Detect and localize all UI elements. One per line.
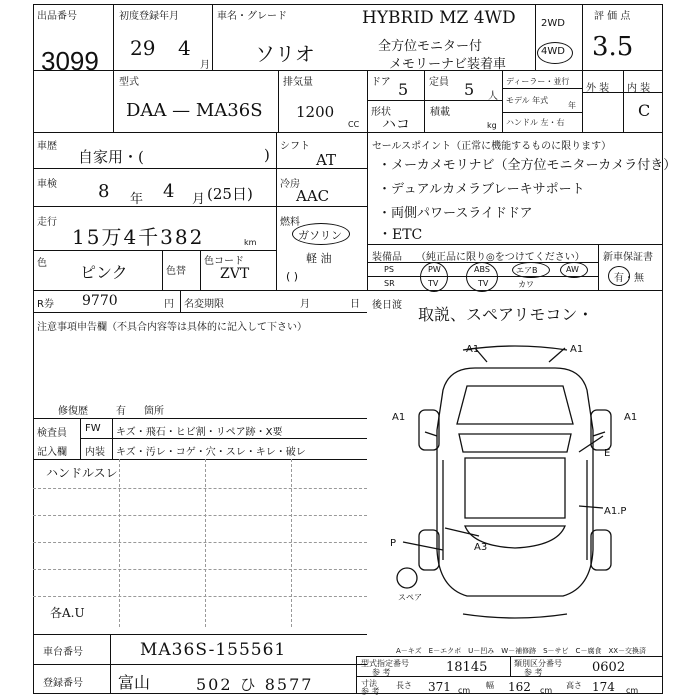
first-reg-label: 初度登録年月: [119, 11, 179, 22]
color-value: ピンク: [80, 263, 128, 282]
type-number: 18145: [446, 660, 488, 675]
capacity-unit: 人: [488, 91, 498, 102]
model-value: DAA — MA36S: [126, 100, 263, 121]
insp-month: 4: [163, 181, 175, 202]
model-label: 型式: [119, 77, 139, 88]
repair-label: 修復歴: [58, 406, 88, 417]
plate-number: 502 ひ 8577: [196, 675, 314, 694]
recycle-unit: 円: [164, 299, 174, 310]
size-label: 寸法: [361, 679, 377, 688]
class-number: 0602: [592, 660, 626, 675]
ac-value: AAC: [296, 187, 330, 205]
inspector-label-1: 検査員: [37, 428, 67, 439]
int-label: 内 装: [627, 83, 651, 94]
damage-a1-front-left: A1: [466, 344, 480, 355]
grade-note-1: 全方位モニター付: [378, 39, 483, 54]
equip-abs: ABS: [474, 265, 490, 274]
load-label: 積載: [430, 107, 450, 118]
score-value: 3.5: [592, 32, 634, 62]
cc-unit: CC: [348, 120, 360, 129]
equipment-label: 装備品: [372, 252, 402, 263]
equip-leather: カワ: [518, 280, 534, 289]
door-label: ドア: [371, 77, 391, 88]
car-name: ソリオ: [255, 42, 315, 66]
repair-value: 有: [116, 406, 126, 417]
class-ref: 参 考: [524, 668, 543, 677]
insp-day: (25日): [207, 185, 253, 203]
repair-place: 箇所: [144, 406, 164, 417]
reg-year: 29: [130, 36, 156, 60]
deadline-day: 日: [350, 299, 360, 310]
shift-value: AT: [316, 151, 337, 169]
model-year-label: モデル 年式: [506, 96, 549, 105]
interior-key: 内装: [85, 447, 105, 458]
grade-note-2: メモリーナビ装着車: [389, 57, 507, 72]
fuel-gas: ガソリン: [298, 229, 342, 242]
equipment-note: （純正品に限り◎をつけてください）: [416, 252, 585, 263]
fuel-diesel: 軽 油: [306, 252, 332, 265]
fw-key: FW: [85, 423, 101, 434]
cc-value: 1200: [296, 103, 335, 121]
lot-number: 3099: [41, 46, 99, 76]
car-name-label: 車名・グレード: [217, 11, 287, 22]
equip-sr: SR: [384, 279, 395, 288]
after-item-label: 後日渡: [372, 300, 402, 311]
capacity-label: 定員: [429, 77, 449, 88]
sales-point-4: ・ETC: [378, 227, 423, 243]
equip-pw-circle: [420, 262, 448, 292]
shape-value: ハコ: [382, 117, 410, 133]
car-grade: HYBRID MZ 4WD: [362, 8, 516, 28]
damage-e-right: E: [604, 448, 611, 459]
class-label: 類別区分番号: [514, 659, 562, 668]
door-value: 5: [398, 80, 409, 99]
drive-4wd: 4WD: [541, 46, 565, 57]
damage-a1-front-right: A1: [570, 344, 584, 355]
handwritten-note-1: ハンドルスレ: [46, 466, 118, 480]
equip-tv-1: TV: [428, 279, 439, 288]
load-unit: kg: [487, 121, 497, 130]
length-label: 長さ: [396, 681, 412, 690]
type-label: 型式指定番号: [361, 659, 409, 668]
cc-label: 排気量: [283, 77, 313, 88]
ac-label: 冷房: [280, 179, 300, 190]
history-close: ): [264, 146, 270, 164]
width-value: 162: [508, 680, 531, 694]
car-diagram: [367, 340, 663, 620]
fuel-label: 燃料: [280, 217, 300, 228]
chassis-label: 車台番号: [43, 647, 83, 658]
sales-point-3: ・両側パワースライドドア: [378, 206, 533, 221]
width-label: 幅: [486, 681, 494, 690]
handwritten-note-2: 各A.U: [50, 606, 85, 620]
drive-2wd: 2WD: [541, 18, 565, 29]
lot-label: 出品番号: [37, 11, 77, 22]
fw-row: キズ・飛石・ヒビ割・リペア跡・X要: [116, 427, 283, 438]
score-label: 評 価 点: [594, 11, 631, 22]
handle-label: ハンドル 左・右: [506, 118, 565, 127]
plate-label: 登録番号: [43, 678, 83, 689]
color-label: 色: [37, 258, 47, 269]
mileage-label: 走行: [37, 217, 57, 228]
plate-region: 富山: [118, 673, 151, 692]
damage-legend: A－キズ E－エクボ U－凹み W－補修跡 S－サビ C－腐食 XX－交換済: [396, 647, 647, 655]
color-code-label: 色コード: [204, 256, 244, 267]
size-ref: 参 考: [361, 687, 380, 696]
int-grade: C: [638, 101, 651, 120]
damage-a1-left: A1: [392, 412, 406, 423]
dealer-label: ディーラー・並行: [506, 77, 570, 86]
spare-label: スペア: [398, 593, 422, 602]
history-label: 車歴: [37, 141, 57, 152]
reg-month-unit: 月: [200, 60, 210, 71]
model-year-unit: 年: [568, 101, 576, 110]
damage-a1p-right: A1.P: [604, 506, 627, 517]
height-unit: cm: [626, 686, 639, 695]
length-value: 371: [428, 680, 451, 694]
equip-pw: PW: [428, 265, 441, 274]
history-value: 自家用・(: [78, 148, 144, 166]
warranty-label: 新車保証書: [603, 252, 653, 263]
inspection-label: 車検: [37, 179, 57, 190]
damage-p-left: P: [390, 538, 397, 549]
insp-year-unit: 年: [130, 192, 144, 207]
capacity-value: 5: [464, 80, 475, 99]
height-label: 高さ: [566, 681, 582, 690]
sales-point-2: ・デュアルカメラブレーキサポート: [378, 182, 585, 197]
mileage-value: 15万4千382: [72, 225, 205, 249]
warranty-value: 有・無: [614, 273, 644, 284]
interior-row: キズ・汚レ・コゲ・穴・スレ・キレ・破レ: [116, 447, 306, 458]
ext-label: 外 装: [586, 83, 610, 94]
equip-airbag: エアB: [516, 266, 538, 275]
equip-tv-2: TV: [478, 279, 489, 288]
damage-a3-rear: A3: [474, 542, 488, 553]
equip-airbag-circle: [512, 262, 550, 278]
shift-label: シフト: [280, 141, 310, 152]
equip-ps: PS: [384, 265, 394, 274]
color-code: ZVT: [220, 266, 250, 282]
equip-aw-circle: [560, 262, 588, 278]
sales-points-label: セールスポイント（正常に機能するものに限ります）: [372, 141, 612, 152]
deadline-label: 名変期限: [184, 299, 224, 310]
notes-label: 注意事項申告欄（不具合内容等は具体的に記入して下さい）: [37, 322, 307, 333]
fuel-paren: ( ): [286, 270, 299, 283]
equip-aw: AW: [566, 265, 579, 274]
shape-label: 形状: [371, 107, 391, 118]
height-value: 174: [592, 680, 615, 694]
recycle-label: R券: [37, 299, 54, 310]
recycle-amount: 9770: [82, 293, 118, 309]
paint-label: 色替: [166, 266, 186, 277]
mileage-unit: km: [244, 238, 257, 247]
inspector-writing-area: [33, 459, 367, 627]
chassis-value: MA36S-155561: [140, 640, 287, 660]
insp-year: 8: [98, 181, 110, 202]
length-unit: cm: [458, 686, 471, 695]
sales-point-1: ・メーカメモリナビ（全方位モニターカメラ付き）: [378, 158, 677, 173]
deadline-month: 月: [300, 299, 310, 310]
width-unit: cm: [540, 686, 553, 695]
type-ref: 参 考: [372, 668, 391, 677]
reg-month: 4: [178, 36, 191, 60]
equip-abs-circle: [466, 262, 498, 292]
damage-a1-right: A1: [624, 412, 638, 423]
after-item-value: 取説、スペアリモコン・: [418, 305, 594, 324]
inspector-label-2: 記入欄: [37, 447, 67, 458]
insp-month-unit: 月: [192, 192, 206, 207]
